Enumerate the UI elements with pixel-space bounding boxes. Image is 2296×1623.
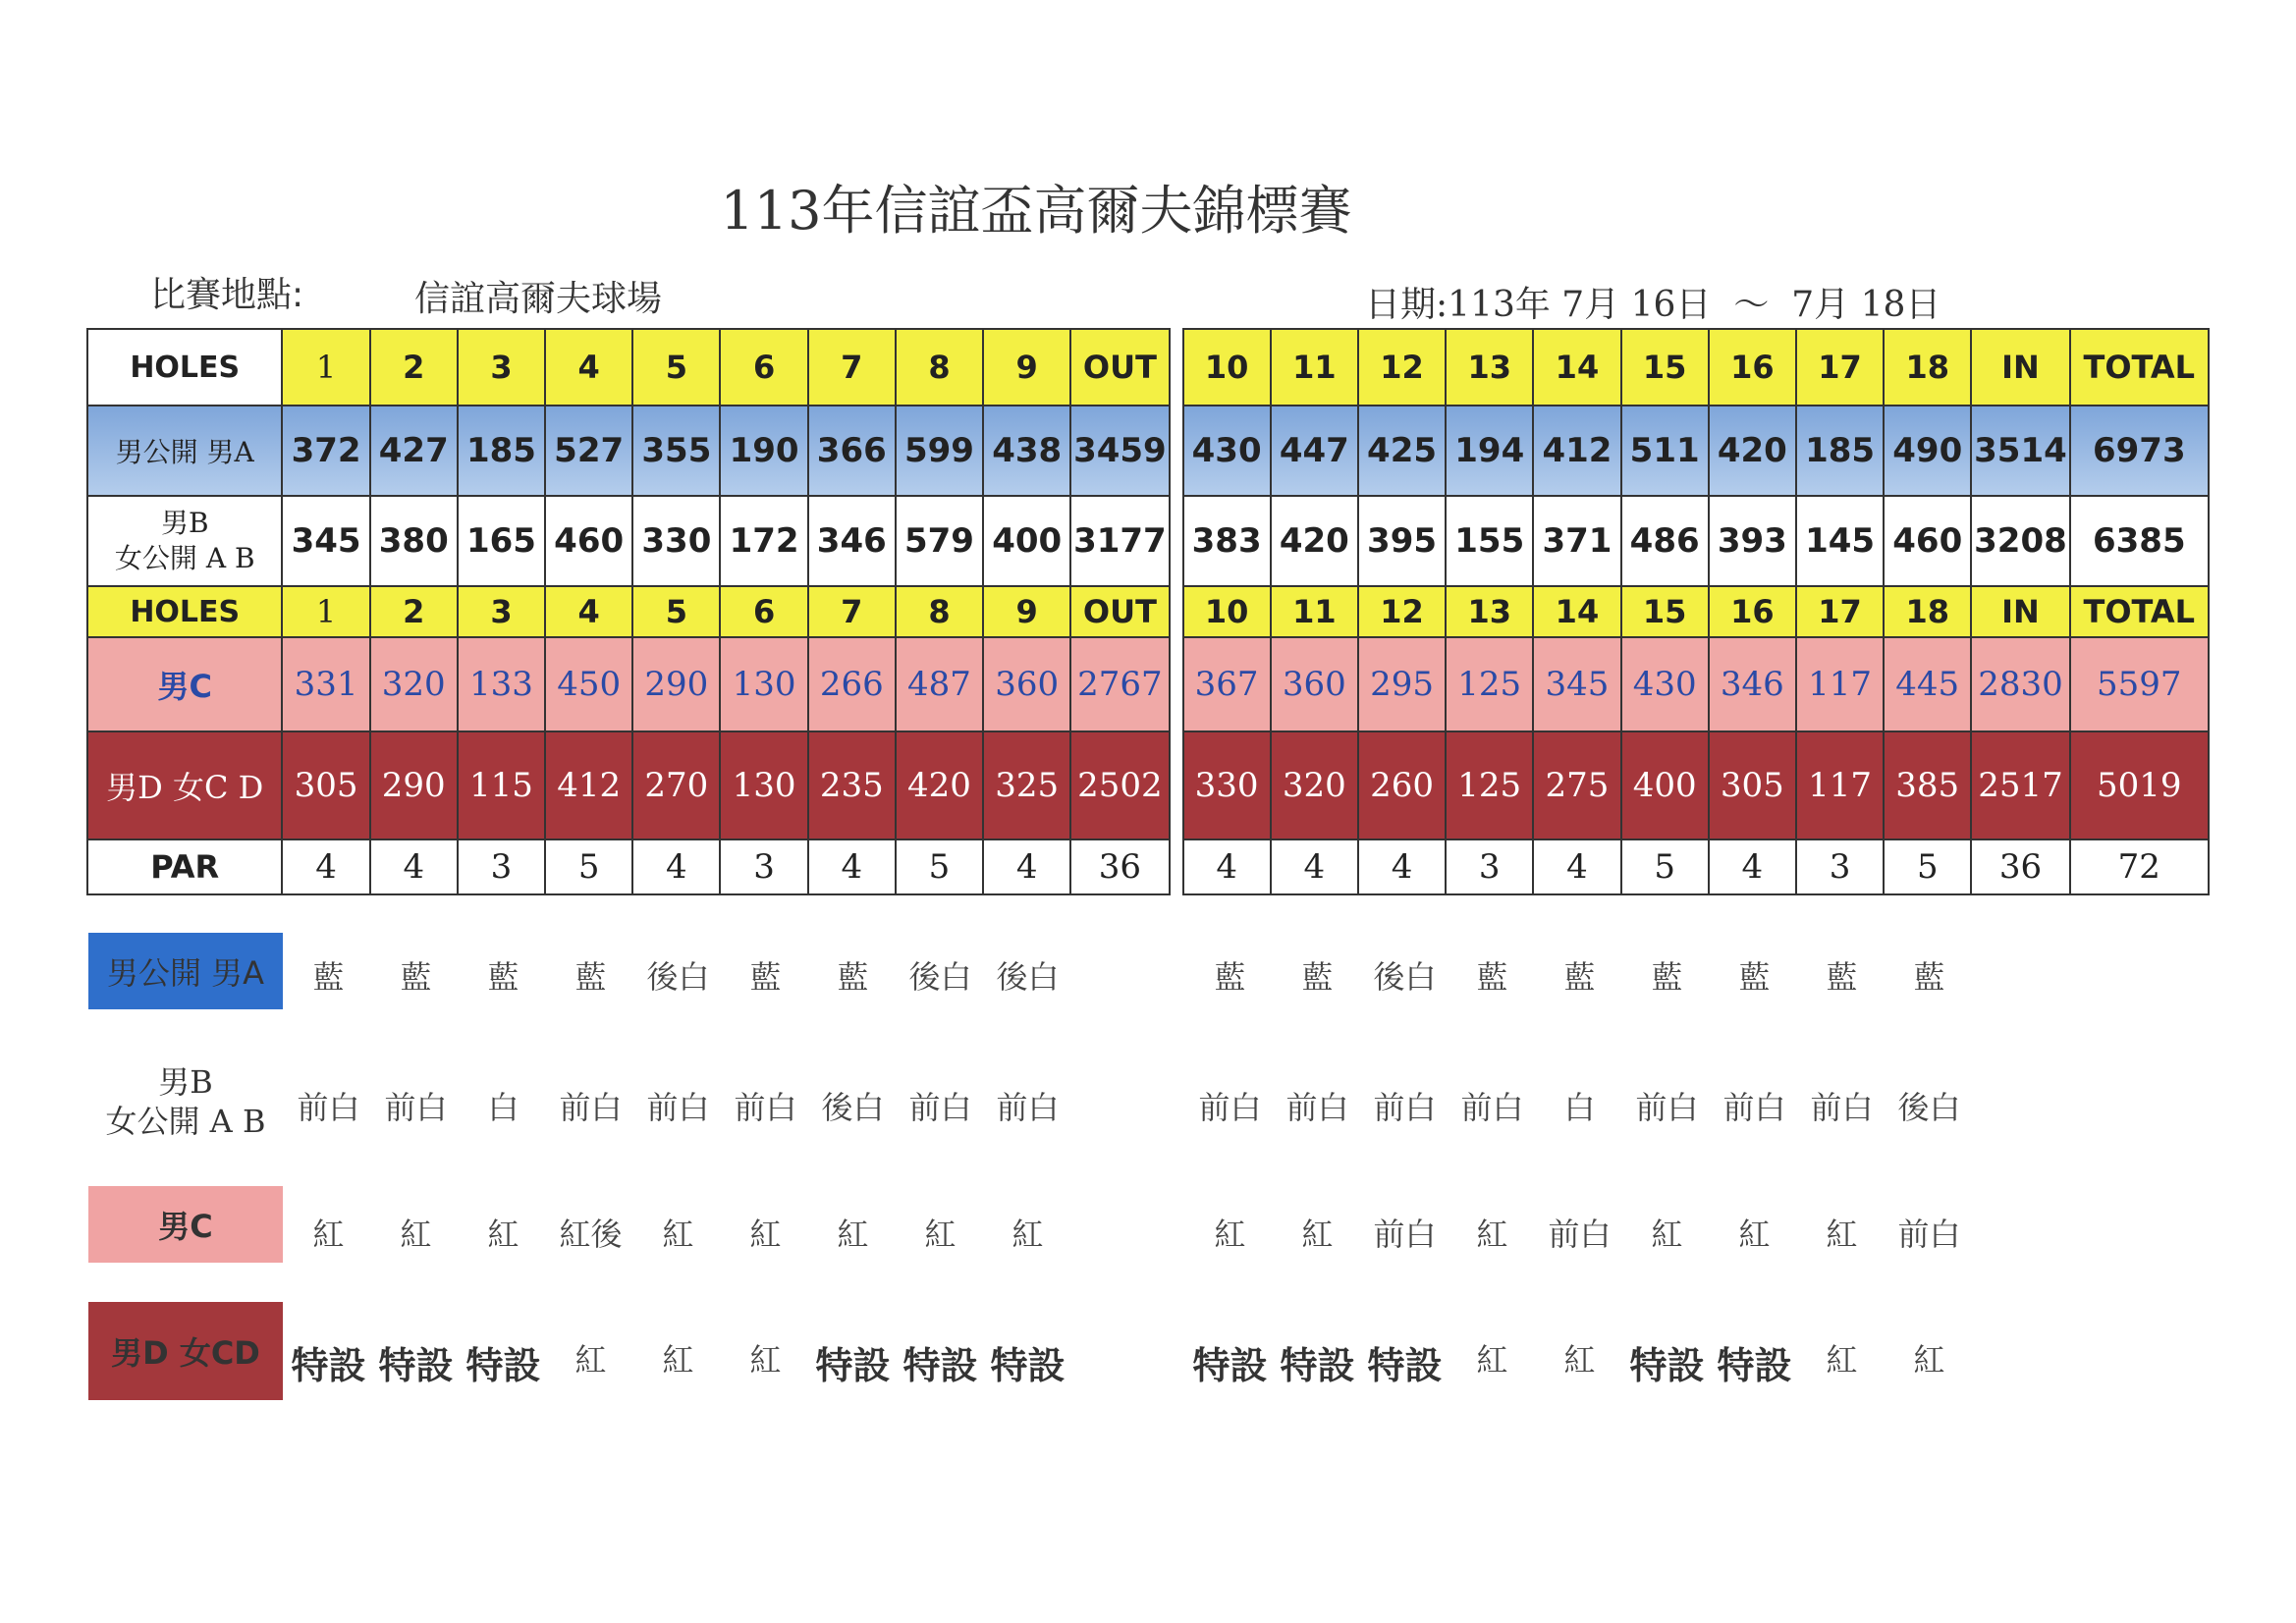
in-total: 3514 (1971, 406, 2069, 496)
yardage-cell: 380 (370, 496, 458, 586)
hole-number: 15 (1621, 586, 1709, 637)
tee-assignment: 紅 (1826, 1341, 1858, 1379)
tee-assignment: 紅 (837, 1216, 869, 1253)
tee-assignment: 紅 (487, 1216, 519, 1253)
yardage-cell: 371 (1533, 496, 1620, 586)
yardage-cell: 115 (458, 731, 545, 839)
yardage-cell: 400 (1621, 731, 1709, 839)
tee-assignment: 藍 (837, 958, 869, 996)
yardage-cell: 412 (545, 731, 632, 839)
hole-number: 3 (458, 586, 545, 637)
hole-number: 10 (1183, 329, 1271, 406)
par-cell: 4 (1183, 839, 1271, 894)
tee-assignment: 前白 (384, 1089, 448, 1126)
tee-assignment: 前白 (646, 1089, 710, 1126)
yardage-row (87, 637, 2209, 731)
hole-number: 9 (983, 329, 1070, 406)
hole-number: 1 (282, 329, 369, 406)
out-label: OUT (1070, 586, 1169, 637)
yardage-cell: 125 (1446, 731, 1533, 839)
yardage-cell: 305 (282, 731, 369, 839)
yardage-cell: 400 (983, 496, 1070, 586)
yardage-cell: 295 (1358, 637, 1446, 731)
tee-assignment: 紅 (1011, 1216, 1044, 1253)
yardage-cell: 420 (896, 731, 983, 839)
row-label-line: 男C (157, 668, 212, 705)
yardage-cell: 430 (1621, 637, 1709, 731)
table-divider (1170, 586, 1183, 637)
yardage-cell: 395 (1358, 496, 1446, 586)
tee-assignment: 前白 (1810, 1089, 1874, 1126)
tee-assignment: 前白 (1548, 1216, 1612, 1253)
par-cell: 3 (720, 839, 807, 894)
yardage-cell: 346 (808, 496, 896, 586)
holes-label: HOLES (87, 329, 282, 406)
tee-assignment: 前白 (1285, 1089, 1349, 1126)
tee-assignment: 後白 (646, 958, 710, 996)
tee-legend-label: 男D 女CD (111, 1334, 260, 1372)
yardage-cell: 165 (458, 496, 545, 586)
par-cell: 5 (896, 839, 983, 894)
hole-number: 7 (808, 329, 896, 406)
yardage-cell: 490 (1884, 406, 1971, 496)
yardage-cell: 130 (720, 637, 807, 731)
yardage-cell: 460 (545, 496, 632, 586)
tee-assignment: 紅 (1301, 1216, 1334, 1253)
par-cell: 4 (632, 839, 720, 894)
table-divider (1170, 839, 1183, 894)
row-label (87, 637, 282, 731)
row-label-line: 男D 女C D (106, 769, 264, 806)
yardage-cell: 185 (458, 406, 545, 496)
yardage-cell: 290 (370, 731, 458, 839)
yardage-cell: 325 (983, 731, 1070, 839)
par-total: 72 (2070, 839, 2209, 894)
yardage-cell: 366 (808, 406, 896, 496)
tee-assignment: 白 (1563, 1089, 1596, 1126)
yardage-cell: 445 (1884, 637, 1971, 731)
tee-assignment: 紅後 (559, 1216, 623, 1253)
tee-assignment: 紅 (312, 1216, 345, 1253)
tee-assignment: 前白 (1460, 1089, 1524, 1126)
tee-assignment: 藍 (1913, 958, 1945, 996)
tee-assignment: 藍 (1563, 958, 1596, 996)
par-cell: 4 (1358, 839, 1446, 894)
tee-legend-label: 男C (158, 1208, 213, 1245)
tee-assignment: 前白 (297, 1089, 360, 1126)
yardage-cell: 460 (1884, 496, 1971, 586)
yardage-cell: 427 (370, 406, 458, 496)
tee-assignment: 特設 (1717, 1344, 1792, 1387)
yardage-cell: 420 (1271, 496, 1358, 586)
hole-number: 10 (1183, 586, 1271, 637)
par-cell: 4 (808, 839, 896, 894)
hole-number: 4 (545, 586, 632, 637)
tee-assignment: 藍 (1738, 958, 1771, 996)
hole-number: 17 (1796, 329, 1884, 406)
yardage-cell: 290 (632, 637, 720, 731)
hole-number: 13 (1446, 586, 1533, 637)
hole-number: 18 (1884, 586, 1971, 637)
table-divider (1170, 731, 1183, 839)
tee-assignment: 紅 (1738, 1216, 1771, 1253)
in-label: IN (1971, 586, 2069, 637)
hole-number: 16 (1709, 586, 1796, 637)
tee-assignment: 紅 (749, 1216, 782, 1253)
yardage-cell: 430 (1183, 406, 1271, 496)
tee-assignment: 前白 (559, 1089, 623, 1126)
tee-assignment: 紅 (924, 1216, 957, 1253)
tee-assignment: 特設 (1192, 1344, 1268, 1387)
yardage-cell: 320 (370, 637, 458, 731)
tee-assignment: 前白 (1373, 1216, 1437, 1253)
tee-assignment: 藍 (1301, 958, 1334, 996)
par-in: 36 (1971, 839, 2069, 894)
yardage-row (87, 731, 2209, 839)
out-total: 3459 (1070, 406, 1169, 496)
tee-assignment: 特設 (1367, 1344, 1443, 1387)
hole-number: 1 (282, 586, 369, 637)
yardage-cell: 579 (896, 496, 983, 586)
tee-assignment: 特設 (465, 1344, 541, 1387)
hole-number: 8 (896, 329, 983, 406)
table-divider (1170, 637, 1183, 731)
par-cell: 3 (458, 839, 545, 894)
hole-number: 11 (1271, 329, 1358, 406)
hole-number: 12 (1358, 586, 1446, 637)
par-cell: 4 (1271, 839, 1358, 894)
par-cell: 3 (1446, 839, 1533, 894)
tee-assignment: 特設 (291, 1344, 366, 1387)
tee-assignment: 藍 (312, 958, 345, 996)
hole-number: 16 (1709, 329, 1796, 406)
hole-number: 11 (1271, 586, 1358, 637)
hole-number: 6 (720, 329, 807, 406)
tee-assignment: 藍 (487, 958, 519, 996)
hole-number: 7 (808, 586, 896, 637)
yardage-cell: 346 (1709, 637, 1796, 731)
yardage-cell: 260 (1358, 731, 1446, 839)
yardage-cell: 145 (1796, 496, 1884, 586)
yardage-cell: 420 (1709, 406, 1796, 496)
tee-assignment: 特設 (902, 1344, 978, 1387)
yardage-cell: 133 (458, 637, 545, 731)
hole-number: 4 (545, 329, 632, 406)
par-out: 36 (1070, 839, 1169, 894)
tee-assignment: 特設 (1280, 1344, 1355, 1387)
grand-total: 6385 (2070, 496, 2209, 586)
table-divider (1170, 496, 1183, 586)
yardage-cell: 330 (1183, 731, 1271, 839)
tee-assignment: 前白 (734, 1089, 797, 1126)
tee-assignment: 藍 (400, 958, 432, 996)
table-divider (1170, 406, 1183, 496)
tee-assignment: 紅 (1476, 1341, 1508, 1379)
tee-assignment: 藍 (574, 958, 607, 996)
scorecard-table (86, 328, 2210, 895)
holes-header-row (87, 329, 2209, 406)
par-cell: 5 (545, 839, 632, 894)
hole-number: 3 (458, 329, 545, 406)
out-total: 2502 (1070, 731, 1169, 839)
row-label (87, 406, 282, 496)
yardage-cell: 438 (983, 406, 1070, 496)
yardage-row (87, 406, 2209, 496)
yardage-cell: 235 (808, 731, 896, 839)
tee-assignment: 紅 (1826, 1216, 1858, 1253)
grand-total: 5597 (2070, 637, 2209, 731)
yardage-cell: 355 (632, 406, 720, 496)
yardage-cell: 305 (1709, 731, 1796, 839)
yardage-cell: 447 (1271, 406, 1358, 496)
tee-assignment: 藍 (749, 958, 782, 996)
yardage-cell: 383 (1183, 496, 1271, 586)
yardage-cell: 360 (983, 637, 1070, 731)
page-title: 113年信誼盃高爾夫錦標賽 (720, 180, 1352, 242)
yardage-row (87, 496, 2209, 586)
holes-header-row (87, 586, 2209, 637)
tee-assignment-row (0, 952, 2296, 1011)
tee-assignment: 紅 (1214, 1216, 1246, 1253)
venue-label: 比賽地點: (150, 275, 304, 315)
hole-number: 15 (1621, 329, 1709, 406)
tee-assignment: 前白 (1897, 1216, 1961, 1253)
yardage-cell: 270 (632, 731, 720, 839)
par-cell: 3 (1796, 839, 1884, 894)
yardage-cell: 130 (720, 731, 807, 839)
hole-number: 2 (370, 586, 458, 637)
table-divider (1170, 329, 1183, 406)
par-cell: 4 (370, 839, 458, 894)
yardage-cell: 393 (1709, 496, 1796, 586)
hole-number: 5 (632, 329, 720, 406)
tee-assignment: 紅 (574, 1341, 607, 1379)
yardage-cell: 172 (720, 496, 807, 586)
yardage-cell: 486 (1621, 496, 1709, 586)
tee-assignment: 紅 (1476, 1216, 1508, 1253)
total-label: TOTAL (2070, 329, 2209, 406)
date-range: 日期:113年 7月 16日 ～ 7月 18日 (1365, 285, 1941, 325)
tee-assignment: 前白 (996, 1089, 1060, 1126)
tee-assignment: 前白 (1635, 1089, 1699, 1126)
holes-label: HOLES (87, 586, 282, 637)
yardage-cell: 125 (1446, 637, 1533, 731)
hole-number: 6 (720, 586, 807, 637)
par-cell: 5 (1884, 839, 1971, 894)
tee-assignment: 紅 (662, 1216, 694, 1253)
hole-number: 2 (370, 329, 458, 406)
tee-assignment: 後白 (908, 958, 972, 996)
hole-number: 14 (1533, 329, 1620, 406)
yardage-cell: 194 (1446, 406, 1533, 496)
yardage-cell: 450 (545, 637, 632, 731)
hole-number: 14 (1533, 586, 1620, 637)
yardage-cell: 345 (1533, 637, 1620, 731)
yardage-cell: 599 (896, 406, 983, 496)
tee-assignment: 後白 (821, 1089, 885, 1126)
tee-assignment: 藍 (1214, 958, 1246, 996)
tee-assignment: 藍 (1476, 958, 1508, 996)
total-label: TOTAL (2070, 586, 2209, 637)
tee-assignment-row (0, 1335, 2296, 1394)
tee-assignment: 後白 (996, 958, 1060, 996)
row-label (87, 496, 282, 586)
yardage-cell: 275 (1533, 731, 1620, 839)
par-cell: 4 (1709, 839, 1796, 894)
tee-assignment-row (0, 1210, 2296, 1269)
par-label: PAR (87, 839, 282, 894)
tee-legend-label: 女公開 A B (105, 1103, 266, 1140)
yardage-cell: 367 (1183, 637, 1271, 731)
tee-assignment: 紅 (1913, 1341, 1945, 1379)
yardage-cell: 155 (1446, 496, 1533, 586)
par-row (87, 839, 2209, 894)
yardage-cell: 372 (282, 406, 369, 496)
yardage-cell: 185 (1796, 406, 1884, 496)
grand-total: 5019 (2070, 731, 2209, 839)
tee-assignment: 前白 (1722, 1089, 1786, 1126)
tee-legend-label: 男公開 男A (106, 954, 265, 992)
tee-assignment: 前白 (908, 1089, 972, 1126)
yardage-cell: 117 (1796, 731, 1884, 839)
out-label: OUT (1070, 329, 1169, 406)
par-cell: 4 (282, 839, 369, 894)
out-total: 3177 (1070, 496, 1169, 586)
yardage-cell: 345 (282, 496, 369, 586)
yardage-cell: 190 (720, 406, 807, 496)
tee-assignment: 特設 (378, 1344, 454, 1387)
yardage-cell: 412 (1533, 406, 1620, 496)
yardage-cell: 117 (1796, 637, 1884, 731)
tee-assignment: 前白 (1373, 1089, 1437, 1126)
hole-number: 9 (983, 586, 1070, 637)
yardage-cell: 425 (1358, 406, 1446, 496)
yardage-cell: 266 (808, 637, 896, 731)
yardage-cell: 511 (1621, 406, 1709, 496)
tee-assignment: 紅 (400, 1216, 432, 1253)
hole-number: 13 (1446, 329, 1533, 406)
yardage-cell: 331 (282, 637, 369, 731)
in-total: 2830 (1971, 637, 2069, 731)
in-total: 3208 (1971, 496, 2069, 586)
row-label-line: 男B (160, 506, 209, 539)
tee-assignment: 紅 (1651, 1216, 1683, 1253)
row-label-line: 女公開 A B (114, 542, 255, 574)
tee-assignment: 特設 (815, 1344, 891, 1387)
par-cell: 4 (1533, 839, 1620, 894)
tee-assignment-row (0, 1083, 2296, 1142)
grand-total: 6973 (2070, 406, 2209, 496)
tee-assignment: 紅 (662, 1341, 694, 1379)
yardage-cell: 320 (1271, 731, 1358, 839)
tee-assignment: 後白 (1897, 1089, 1961, 1126)
out-total: 2767 (1070, 637, 1169, 731)
par-cell: 5 (1621, 839, 1709, 894)
par-cell: 4 (983, 839, 1070, 894)
venue-name: 信誼高爾夫球場 (414, 279, 663, 319)
row-label-line: 男公開 男A (115, 436, 254, 468)
yardage-cell: 360 (1271, 637, 1358, 731)
yardage-cell: 487 (896, 637, 983, 731)
hole-number: 17 (1796, 586, 1884, 637)
row-label (87, 731, 282, 839)
hole-number: 12 (1358, 329, 1446, 406)
yardage-cell: 330 (632, 496, 720, 586)
hole-number: 5 (632, 586, 720, 637)
hole-number: 8 (896, 586, 983, 637)
hole-number: 18 (1884, 329, 1971, 406)
tee-assignment: 特設 (990, 1344, 1066, 1387)
tee-assignment: 白 (487, 1089, 519, 1126)
tee-assignment: 藍 (1651, 958, 1683, 996)
in-label: IN (1971, 329, 2069, 406)
tee-assignment: 後白 (1373, 958, 1437, 996)
tee-assignment: 前白 (1198, 1089, 1262, 1126)
tee-assignment: 紅 (1563, 1341, 1596, 1379)
yardage-cell: 385 (1884, 731, 1971, 839)
tee-assignment: 紅 (749, 1341, 782, 1379)
yardage-cell: 527 (545, 406, 632, 496)
tee-assignment: 藍 (1826, 958, 1858, 996)
in-total: 2517 (1971, 731, 2069, 839)
tee-assignment: 特設 (1629, 1344, 1705, 1387)
tee-legend-label: 男B (158, 1063, 213, 1101)
